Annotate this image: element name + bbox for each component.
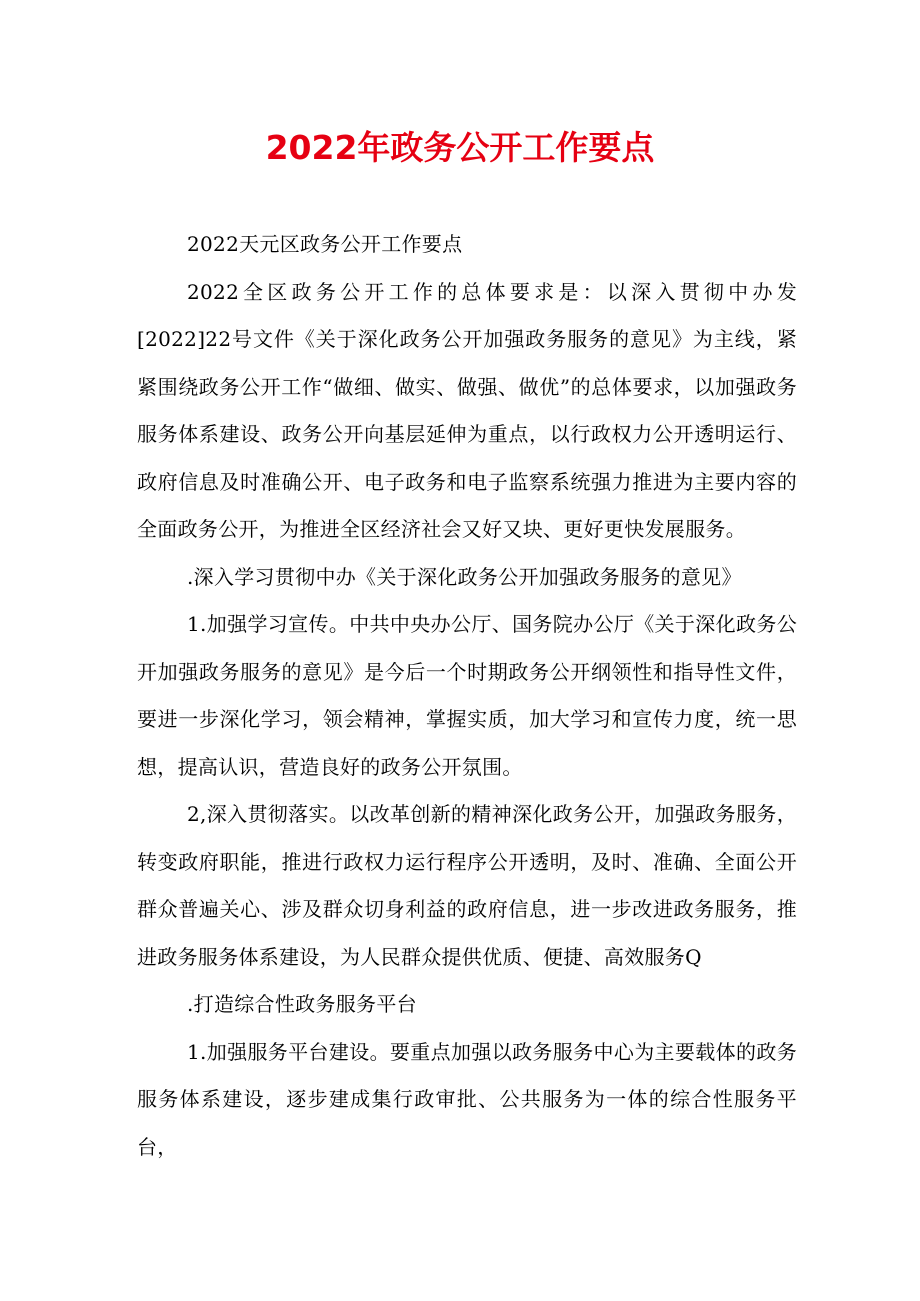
item-paragraph-1: 1.加强学习宣传。中共中央办公厅、国务院办公厅《关于深化政务公开加强政务服务的意见》是今后一个时期政务公开纲领性和指导性文件，要进一步深化学习，领会精神，掌握实质，加大学习和宣传力度，统一思想，提高认识，营造良好的政务公开氛围。 (137, 612, 797, 779)
intro-paragraph: 2022全区政务公开工作的总体要求是：以深入贯彻中办发[2022]22号文件《关于深化政务公开加强政务服务的意见》为主线，紧紧围绕政务公开工作“做细、做实、做强、做优”的总体要求，以加强政务服务体系建设、政务公开向基层延伸为重点，以行政权力公开透明运行、政府信息及时准确公开、电子政务和电子监察系统强力推进为主要内容的全面政务公开，为推进全区经济社会又好又块、更好更快发展服务。 (137, 279, 797, 541)
document-body (137, 221, 797, 1171)
section-heading-2: .打造综合性政务服务平台 (187, 992, 417, 1016)
document-title: 2022年政务公开工作要点 (265, 128, 655, 167)
subtitle-paragraph: 2022天元区政务公开工作要点 (187, 232, 463, 256)
item-paragraph-3: 1.加强服务平台建设。要重点加强以政务服务中心为主要载体的政务服务体系建设，逐步建成集行政审批、公共服务为一体的综合性服务平台， (137, 1039, 797, 1159)
item-paragraph-2: 2,深入贯彻落实。以改革创新的精神深化政务公开，加强政务服务，转变政府职能，推进行政权力运行程序公开透明，及时、准确、全面公开群众普遍关心、涉及群众切身利益的政府信息，进一步改进政务服务，推进政务服务体系建设，为人民群众提供优质、便捷、高效服务Q (137, 802, 797, 969)
section-heading-1: .深入学习贯彻中办《关于深化政务公开加强政务服务的意见》 (187, 564, 742, 589)
